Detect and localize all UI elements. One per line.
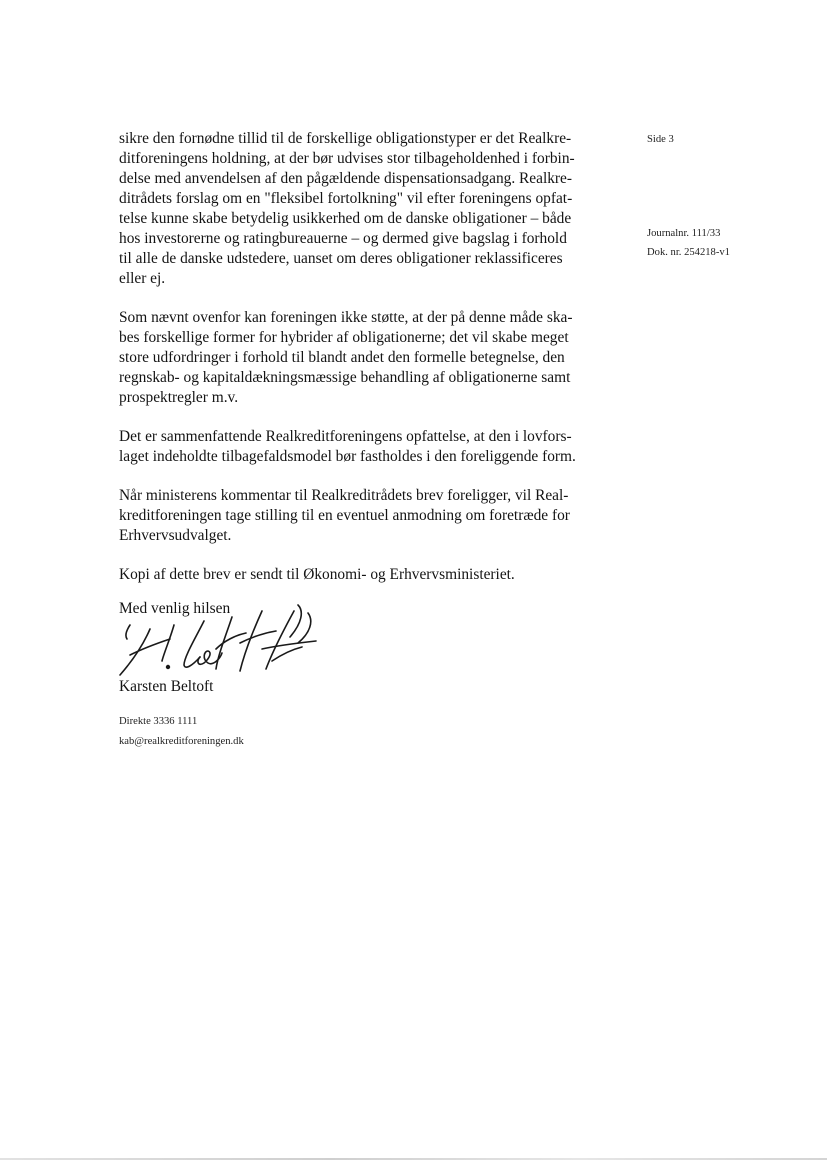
text-line: Erhvervsudvalget.: [119, 527, 232, 544]
text-line: regnskab- og kapitaldækningsmæssige behandling af obligationerne samt: [119, 369, 571, 386]
text-line: Kopi af dette brev er sendt til Økonomi- og Erhvervsministeriet.: [119, 566, 515, 583]
text-line: ditforeningens holdning, at der bør udvises stor tilbageholdenhed i forbin-: [119, 150, 575, 167]
text-line: bes forskellige former for hybrider af obligationerne; det vil skabe meget: [119, 329, 569, 346]
text-line: delse med anvendelsen af den pågældende dispensationsadgang. Realkre-: [119, 170, 573, 187]
closing-greeting: Med venlig hilsen: [119, 600, 231, 617]
text-line: Som nævnt ovenfor kan foreningen ikke støtte, at der på denne måde ska-: [119, 309, 573, 326]
page-number: Side 3: [647, 134, 674, 145]
text-line: Når ministerens kommentar til Realkreditrådets brev foreligger, vil Real-: [119, 487, 569, 504]
scan-edge-line: [0, 1158, 827, 1160]
journal-number: Journalnr. 111/33: [647, 228, 721, 239]
paragraph-2: [119, 308, 614, 408]
text-line: ditrådets forslag om en "fleksibel fortolkning" vil efter foreningens opfat-: [119, 190, 573, 207]
text-line: eller ej.: [119, 270, 166, 287]
text-line: sikre den fornødne tillid til de forskellige obligationstyper er det Realkre-: [119, 130, 572, 147]
text-line: kreditforeningen tage stilling til en eventuel anmodning om foretræde for: [119, 507, 570, 524]
paragraph-3: [119, 427, 614, 467]
signature-image: [112, 603, 322, 685]
text-line: telse kunne skabe betydelig usikkerhed om de danske obligationer – både: [119, 210, 572, 227]
paragraph-4: [119, 486, 614, 546]
text-line: til alle de danske udstedere, uanset om deres obligationer reklassificeres: [119, 250, 563, 267]
text-line: laget indeholdte tilbagefaldsmodel bør fastholdes i den foreliggende form.: [119, 448, 576, 465]
contact-email: kab@realkreditforeningen.dk: [119, 736, 244, 747]
paragraph-5: [119, 565, 614, 585]
contact-phone: Direkte 3336 1111: [119, 716, 198, 727]
signatory-name: Karsten Beltoft: [119, 678, 214, 695]
text-line: prospektregler m.v.: [119, 389, 239, 406]
letter-body: [119, 129, 614, 604]
text-line: Det er sammenfattende Realkreditforeningens opfattelse, at den i lovfors-: [119, 428, 572, 445]
text-line: store udfordringer i forhold til blandt andet den formelle betegnelse, den: [119, 349, 565, 366]
text-line: hos investorerne og ratingbureauerne – og dermed give bagslag i forhold: [119, 230, 567, 247]
paragraph-1: [119, 129, 614, 289]
document-number: Dok. nr. 254218-v1: [647, 247, 730, 258]
